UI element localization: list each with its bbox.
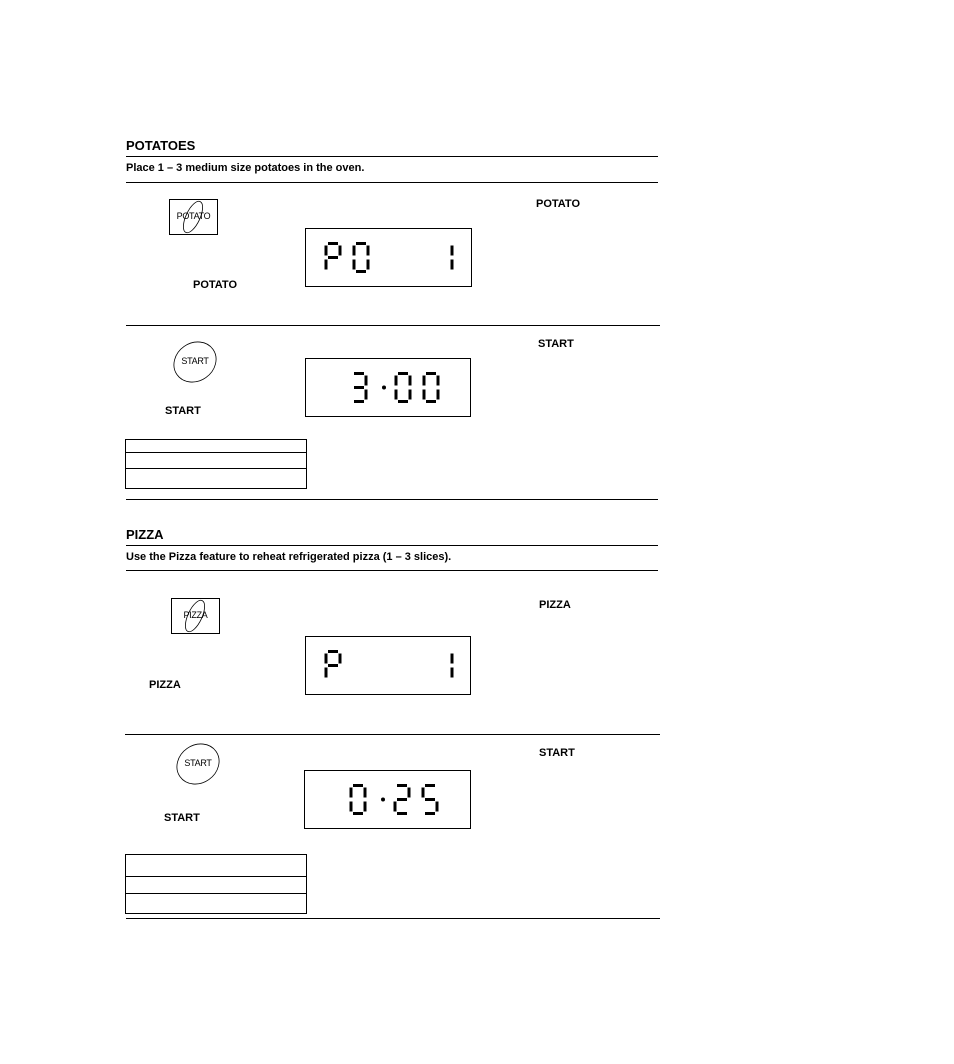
table-row	[126, 877, 306, 894]
potatoes-heading: POTATOES	[126, 138, 196, 153]
potato-key-caption: POTATO	[193, 279, 237, 291]
pizza-intro: Use the Pizza feature to reheat refrigerated pizza (1 – 3 slices).	[126, 551, 452, 563]
table-row	[126, 469, 306, 487]
pizza-key[interactable]	[171, 598, 220, 634]
lcd-colon-dot	[381, 798, 385, 802]
potatoes-intro: Place 1 – 3 medium size potatoes in the oven.	[126, 162, 365, 174]
lcd-digits	[306, 229, 471, 286]
divider	[126, 325, 660, 326]
potato-key[interactable]	[169, 199, 218, 235]
divider	[126, 918, 660, 919]
display-pizza-step2	[304, 770, 471, 829]
display-potato-step1	[305, 228, 472, 287]
divider	[126, 499, 658, 500]
pizza-table	[125, 854, 307, 914]
table-row	[126, 440, 306, 453]
table-row	[126, 855, 306, 877]
pizza-heading: PIZZA	[126, 527, 164, 542]
lcd-digits	[306, 359, 470, 416]
lcd-digits	[306, 637, 470, 694]
display-pizza-step1	[305, 636, 471, 695]
lcd-digits	[305, 771, 470, 828]
start-step-label: START	[539, 747, 575, 759]
divider	[126, 156, 658, 157]
table-row	[126, 453, 306, 469]
start-key-label: START	[184, 758, 212, 768]
start-key-caption: START	[165, 405, 201, 417]
pizza-step-label: PIZZA	[539, 599, 571, 611]
table-row	[126, 894, 306, 912]
lcd-colon-dot	[382, 386, 386, 390]
potato-table	[125, 439, 307, 489]
potato-key-label: POTATO	[176, 211, 211, 221]
start-key-label: START	[181, 356, 209, 366]
divider	[125, 734, 660, 735]
start-key-caption: START	[164, 812, 200, 824]
start-step-label: START	[538, 338, 574, 350]
divider	[126, 570, 658, 571]
divider	[126, 182, 658, 183]
pizza-key-caption: PIZZA	[149, 679, 181, 691]
start-key[interactable]	[174, 742, 222, 786]
divider	[126, 545, 658, 546]
start-key[interactable]	[171, 340, 219, 384]
potato-step-label: POTATO	[536, 198, 580, 210]
pizza-key-label: PIZZA	[183, 610, 208, 620]
display-potato-step2	[305, 358, 471, 417]
